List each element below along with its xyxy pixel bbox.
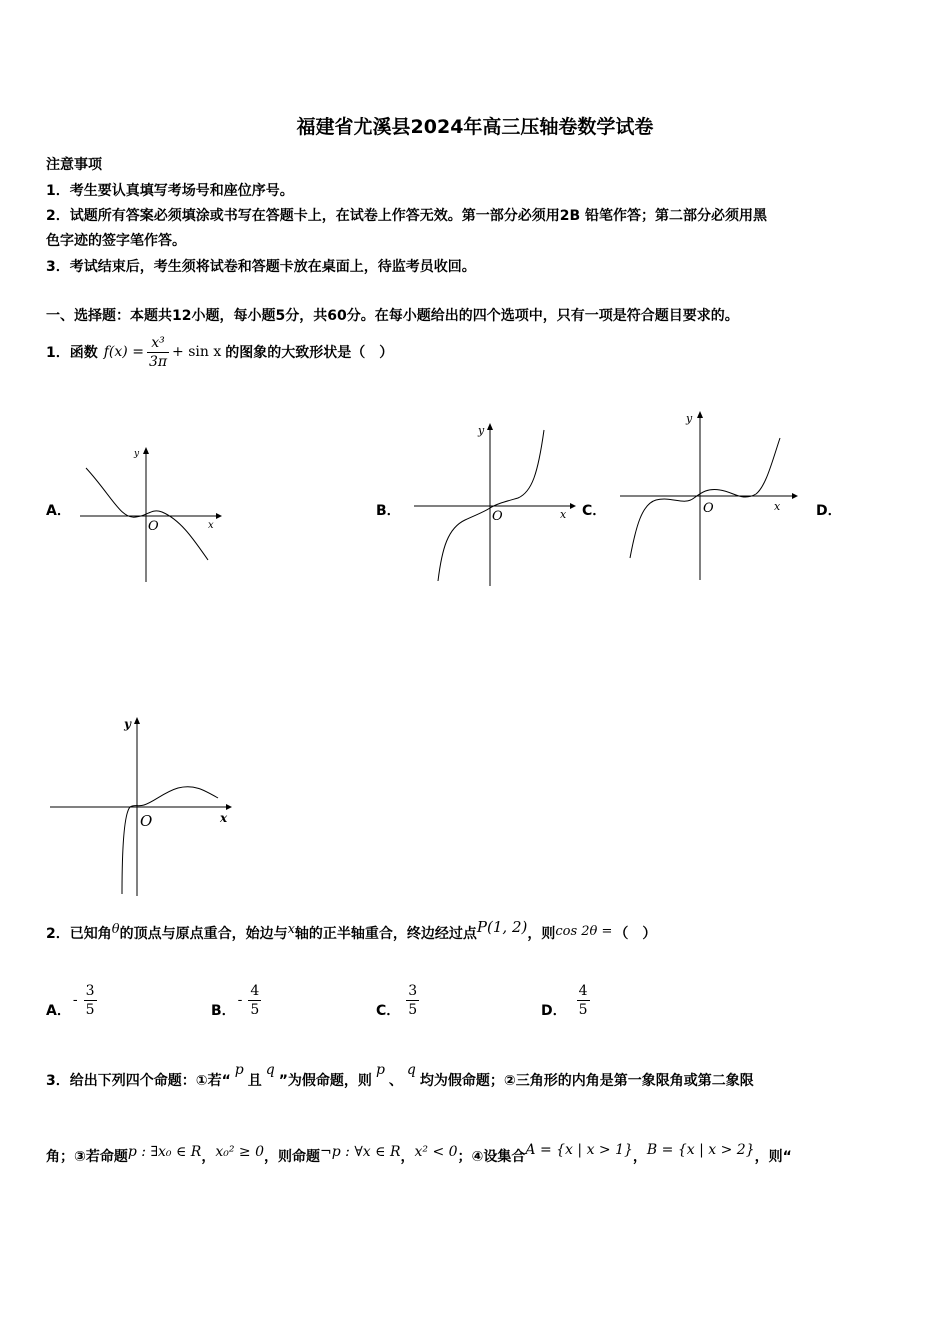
q1-frac-den: 3π (148, 353, 168, 370)
q3-l2-comma3: ， (632, 1149, 647, 1165)
q2-option-a-label: A． (46, 1003, 71, 1019)
q2-text-4: ，则 (527, 926, 556, 942)
curve (122, 787, 218, 894)
q2-option-c-frac (406, 982, 419, 1019)
q3-l2-b: ，则命题 (264, 1149, 321, 1165)
q2-text-5: （ ） (614, 926, 657, 942)
q3-l1-p: p (234, 1062, 244, 1078)
q2-option-a-sign: - (72, 992, 78, 1008)
q3-l1-e: 均为假命题；②三角形的内角是第一象限角或第二象限 (419, 1073, 754, 1089)
x-arrow-icon (216, 513, 222, 519)
q1-option-c-label: C． (582, 503, 607, 519)
notice-item-2: 2．试题所有答案必须填涂或书写在答题卡上，在试卷上作答无效。第一部分必须用2B 铅笔作答；第二部分必须用黑 (46, 208, 768, 224)
origin-label: O (492, 509, 503, 524)
section-heading: 一、选择题：本题共12小题，每小题5分，共60分。在每小题给出的四个选项中，只有一项是符合题目要求的。 (46, 308, 739, 324)
q1-graph-a (76, 440, 224, 585)
q2-text-1: 2．已知角 (46, 926, 112, 942)
x-arrow-icon (226, 804, 232, 810)
curve (630, 438, 780, 558)
x-label: x (220, 811, 228, 825)
q2-option-b (211, 976, 261, 1024)
q1-fraction (147, 334, 169, 371)
q3-l1-q2: q (406, 1062, 416, 1078)
q2-option-c-num: 3 (408, 982, 418, 999)
q2-expr: cos 2θ = (555, 923, 613, 939)
y-arrow-icon (697, 411, 703, 418)
q3-l2-m5: A = {x | x > 1} (525, 1142, 633, 1158)
q3-l2-m4: x² < 0 (414, 1144, 458, 1160)
q1-graph-d (48, 710, 238, 898)
q3-l1-b: 且 (247, 1073, 262, 1089)
q3-l2-m3: ¬p : ∀x ∈ R (320, 1144, 401, 1160)
q2-option-a-den: 5 (85, 1001, 95, 1018)
origin-label: O (703, 501, 714, 516)
q2-option-b-den: 5 (250, 1001, 260, 1018)
q2-x: x (287, 921, 295, 937)
q3-l2-a: 角；③若命题 (46, 1149, 128, 1165)
q3-l2-m6: B = {x | x > 2} (646, 1142, 755, 1158)
q3-l1-d: 、 (388, 1073, 403, 1089)
q2-option-b-label: B． (211, 1003, 236, 1019)
q1-frac-num: x³ (147, 334, 169, 353)
q2-option-c-den: 5 (408, 1001, 418, 1018)
q2-option-c-label: C． (376, 1003, 401, 1019)
q3-l2-m1: p : ∃x₀ ∈ R (127, 1144, 202, 1160)
y-label: y (686, 412, 693, 425)
notice-item-3: 3．考试结束后，考生须将试卷和答题卡放在桌面上，待监考员收回。 (46, 259, 476, 275)
q2-option-d-frac (577, 982, 590, 1019)
q2-text-3: 轴的正半轴重合，终边经过点 (294, 926, 477, 942)
x-label: x (560, 508, 567, 521)
origin-label: O (140, 812, 153, 830)
q3-l2-comma1: ， (201, 1149, 216, 1165)
q2-option-b-sign: - (237, 992, 243, 1008)
q3-l2-d: ，则“ (754, 1149, 792, 1165)
y-label: y (134, 449, 140, 459)
q3-l2-c: ；④设集合 (457, 1149, 526, 1165)
notice-heading: 注意事项 (46, 157, 102, 173)
y-arrow-icon (143, 447, 149, 454)
origin-label: O (148, 519, 159, 534)
q2-option-c (376, 976, 419, 1024)
y-label: y (124, 717, 131, 731)
q1-option-a-label: A． (46, 503, 71, 519)
q1-graph-c (616, 406, 802, 582)
q2-theta: θ (111, 921, 120, 937)
q3-l1-q: q (265, 1062, 275, 1078)
y-label: y (478, 424, 485, 437)
question-1 (46, 330, 393, 374)
curve (86, 468, 208, 560)
q3-l1-c: ”为假命题，则 (278, 1073, 372, 1089)
q1-option-d-label: D． (816, 503, 842, 519)
x-arrow-icon (570, 503, 576, 509)
q1-func-lhs: f(x) = (103, 344, 144, 360)
q3-l1-a: 3．给出下列四个命题：①若“ (46, 1073, 231, 1089)
q1-func-tail: + sin x (172, 344, 222, 360)
page-title: 福建省尤溪县2024年高三压轴卷数学试卷 (296, 116, 654, 138)
q2-option-d-num: 4 (578, 982, 588, 999)
y-arrow-icon (134, 717, 140, 724)
x-label: x (208, 520, 214, 531)
q2-option-a (46, 976, 97, 1024)
notice-item-1: 1．考生要认真填写考场号和座位序号。 (46, 183, 294, 199)
q1-suffix: 的图象的大致形状是（ ） (225, 345, 394, 361)
notice-item-2-cont: 色字迹的签字笔作答。 (46, 233, 186, 249)
q1-option-b-label: B． (376, 503, 401, 519)
y-arrow-icon (487, 423, 493, 430)
q2-point: P(1, 2) (476, 918, 528, 936)
q2-option-d-label: D． (541, 1003, 567, 1019)
x-label: x (774, 500, 781, 513)
q2-option-b-frac (248, 982, 261, 1019)
q1-prefix: 1．函数 (46, 345, 98, 361)
x-arrow-icon (792, 493, 798, 499)
q1-graph-b (410, 418, 580, 588)
question-2 (46, 916, 656, 950)
q2-option-b-num: 4 (250, 982, 260, 999)
q3-l1-p2: p (375, 1062, 385, 1078)
q3-l2-comma2: ， (400, 1149, 415, 1165)
q2-option-a-num: 3 (85, 982, 95, 999)
question-3-line-2 (46, 1136, 792, 1176)
question-3-line-1 (46, 1060, 754, 1100)
q3-l2-m2: x₀² ≥ 0 (215, 1144, 265, 1160)
q2-option-d (541, 976, 590, 1024)
q2-option-d-den: 5 (578, 1001, 588, 1018)
q2-text-2: 的顶点与原点重合，始边与 (119, 926, 288, 942)
q2-option-a-frac (84, 982, 97, 1019)
